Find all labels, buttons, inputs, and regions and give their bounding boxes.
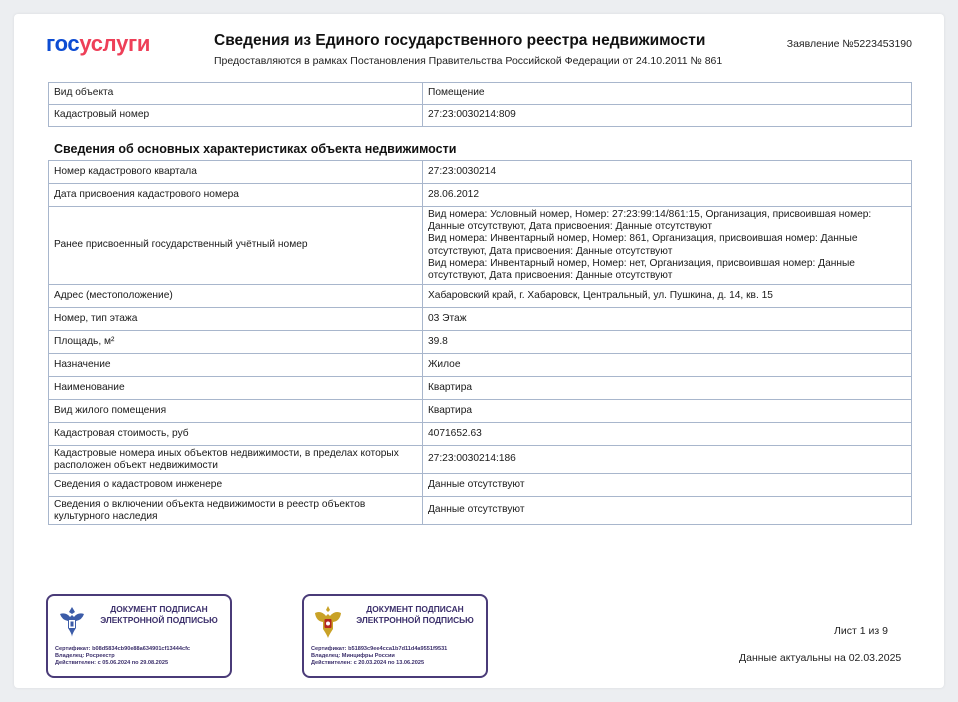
row-label: Адрес (местоположение) <box>49 285 423 308</box>
table-row <box>49 184 912 207</box>
row-value: Хабаровский край, г. Хабаровск, Центральный, ул. Пушкина, д. 14, кв. 15 <box>423 285 912 308</box>
document-title: Сведения из Единого государственного реестра недвижимости <box>214 32 706 49</box>
stamp-certificate: Сертификат: b51893c9ee4cca1b7d11d4a9551f9531 <box>311 646 448 652</box>
row-label: Номер кадастрового квартала <box>49 161 423 184</box>
row-label: Ранее присвоенный государственный учётный номер <box>49 207 423 285</box>
document-page <box>14 14 944 688</box>
stamp-certificate: Сертификат: b08d5834cb90e88a634901cf13444cfc <box>55 646 191 652</box>
row-value: Данные отсутствуют <box>423 474 912 497</box>
row-value: 39.8 <box>423 331 912 354</box>
row-label: Кадастровая стоимость, руб <box>49 423 423 446</box>
row-label: Наименование <box>49 377 423 400</box>
row-value: 03 Этаж <box>423 308 912 331</box>
row-value: Жилое <box>423 354 912 377</box>
row-label: Вид объекта <box>49 83 423 105</box>
table-row <box>49 285 912 308</box>
stamp-validity: Действителен: с 05.06.2024 по 29.08.2025 <box>55 660 169 666</box>
characteristics-table <box>48 160 912 525</box>
coat-of-arms-icon <box>312 604 344 640</box>
sheet-number: Лист 1 из 9 <box>834 625 888 637</box>
row-value: 4071652.63 <box>423 423 912 446</box>
object-table <box>48 82 912 127</box>
application-number: Заявление №5223453190 <box>786 38 912 50</box>
section-title: Сведения об основных характеристиках объекта недвижимости <box>54 142 457 156</box>
row-value: 27:23:0030214:186 <box>423 446 912 474</box>
row-label: Кадастровые номера иных объектов недвижимости, в пределах которых расположен объект недвижимости <box>49 446 423 474</box>
row-value: 28.06.2012 <box>423 184 912 207</box>
row-value: 27:23:0030214 <box>423 161 912 184</box>
row-value: 27:23:0030214:809 <box>423 105 912 127</box>
table-row <box>49 474 912 497</box>
row-label: Кадастровый номер <box>49 105 423 127</box>
logo-part-uslugi: услуги <box>79 31 151 56</box>
row-value: Вид номера: Условный номер, Номер: 27:23:99:14/861:15, Организация, присвоившая номер: Данные отсутствуют, Дата присвоения: Данные отсутствуют Вид номера: Инвентарный номер, Номер: 861, Организация, присвоившая номер: Данные отсутствуют, Дата присвоения: Данные отсутствуют Вид номера: Инвентарный номер, Номер: нет, Организация, присвоившая номер: Данные отсутствуют, Дата присвоения: Данные отсутствуют <box>423 207 912 285</box>
row-value: Квартира <box>423 377 912 400</box>
table-row <box>49 377 912 400</box>
table-row <box>49 400 912 423</box>
row-label: Номер, тип этажа <box>49 308 423 331</box>
table-row <box>49 354 912 377</box>
stamp-validity: Действителен: с 20.03.2024 по 13.06.2025 <box>311 660 425 666</box>
table-row <box>49 105 912 127</box>
gosuslugi-logo[interactable] <box>46 31 150 57</box>
document-subtitle: Предоставляются в рамках Постановления Правительства Российской Федерации от 24.10.2011 № 861 <box>214 55 723 67</box>
row-label: Назначение <box>49 354 423 377</box>
table-row <box>49 497 912 525</box>
data-actual-date: Данные актуальны на 02.03.2025 <box>739 652 902 664</box>
row-label: Сведения о включении объекта недвижимости в реестр объектов культурного наследия <box>49 497 423 525</box>
row-value: Помещение <box>423 83 912 105</box>
logo-part-gos: гос <box>46 31 80 56</box>
row-value: Квартира <box>423 400 912 423</box>
row-label: Площадь, м² <box>49 331 423 354</box>
stamp-heading: ДОКУМЕНТ ПОДПИСАН ЭЛЕКТРОННОЙ ПОДПИСЬЮ <box>100 604 218 625</box>
row-label: Сведения о кадастровом инженере <box>49 474 423 497</box>
signature-stamp-rosreestr <box>46 594 232 678</box>
stamp-owner: Владелец: Минцифры России <box>311 653 395 659</box>
row-label: Дата присвоения кадастрового номера <box>49 184 423 207</box>
table-row <box>49 308 912 331</box>
table-row <box>49 83 912 105</box>
rosreestr-emblem-icon <box>56 604 88 640</box>
row-label: Вид жилого помещения <box>49 400 423 423</box>
stamp-heading: ДОКУМЕНТ ПОДПИСАН ЭЛЕКТРОННОЙ ПОДПИСЬЮ <box>356 604 474 625</box>
signature-stamp-mintsifry <box>302 594 488 678</box>
stamp-owner: Владелец: Росреестр <box>55 653 115 659</box>
row-value: Данные отсутствуют <box>423 497 912 525</box>
table-row <box>49 161 912 184</box>
table-row <box>49 207 912 285</box>
table-row <box>49 423 912 446</box>
table-row <box>49 446 912 474</box>
table-row <box>49 331 912 354</box>
